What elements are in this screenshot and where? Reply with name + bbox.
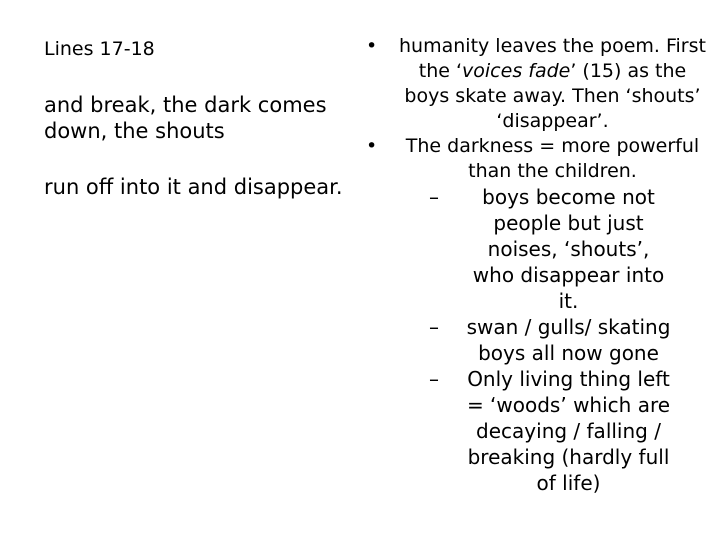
darkness-subpoints xyxy=(399,184,706,496)
analysis-point-humanity xyxy=(366,34,706,134)
dash-marker: – xyxy=(429,315,439,339)
quote-line-18: run off into it and disappear. xyxy=(44,175,343,199)
subpoint-text: boys become not people but just noises, ‘shouts’, who disappear into it. xyxy=(472,185,665,313)
subpoint-text: Only living thing left = ‘woods’ which are decaying / falling / breaking (hardly full of life) xyxy=(466,367,671,495)
dash-marker: – xyxy=(429,185,439,209)
voices-fade-quote: voices fade xyxy=(462,60,571,82)
quotation-column xyxy=(44,36,344,200)
subpoint-gone xyxy=(399,314,706,366)
analysis-column xyxy=(366,34,706,496)
subpoint-woods xyxy=(399,366,706,496)
subpoint-text: swan / gulls/ skating boys all now gone xyxy=(466,315,671,365)
analysis-list xyxy=(366,34,706,496)
point-text-start: humanity leaves the poem. First the ‘ xyxy=(399,35,706,82)
subpoint-boys xyxy=(399,184,706,314)
dash-marker: – xyxy=(429,367,439,391)
point-text: The darkness = more powerful than the children. xyxy=(405,135,700,182)
line-reference: Lines 17-18 xyxy=(44,38,155,60)
point-text-end: ’ (15) as the boys skate away. Then ‘shouts’ ‘disappear’. xyxy=(404,60,701,132)
quote-line-17: and break, the dark comes down, the shouts xyxy=(44,93,327,143)
analysis-point-darkness xyxy=(366,134,706,496)
